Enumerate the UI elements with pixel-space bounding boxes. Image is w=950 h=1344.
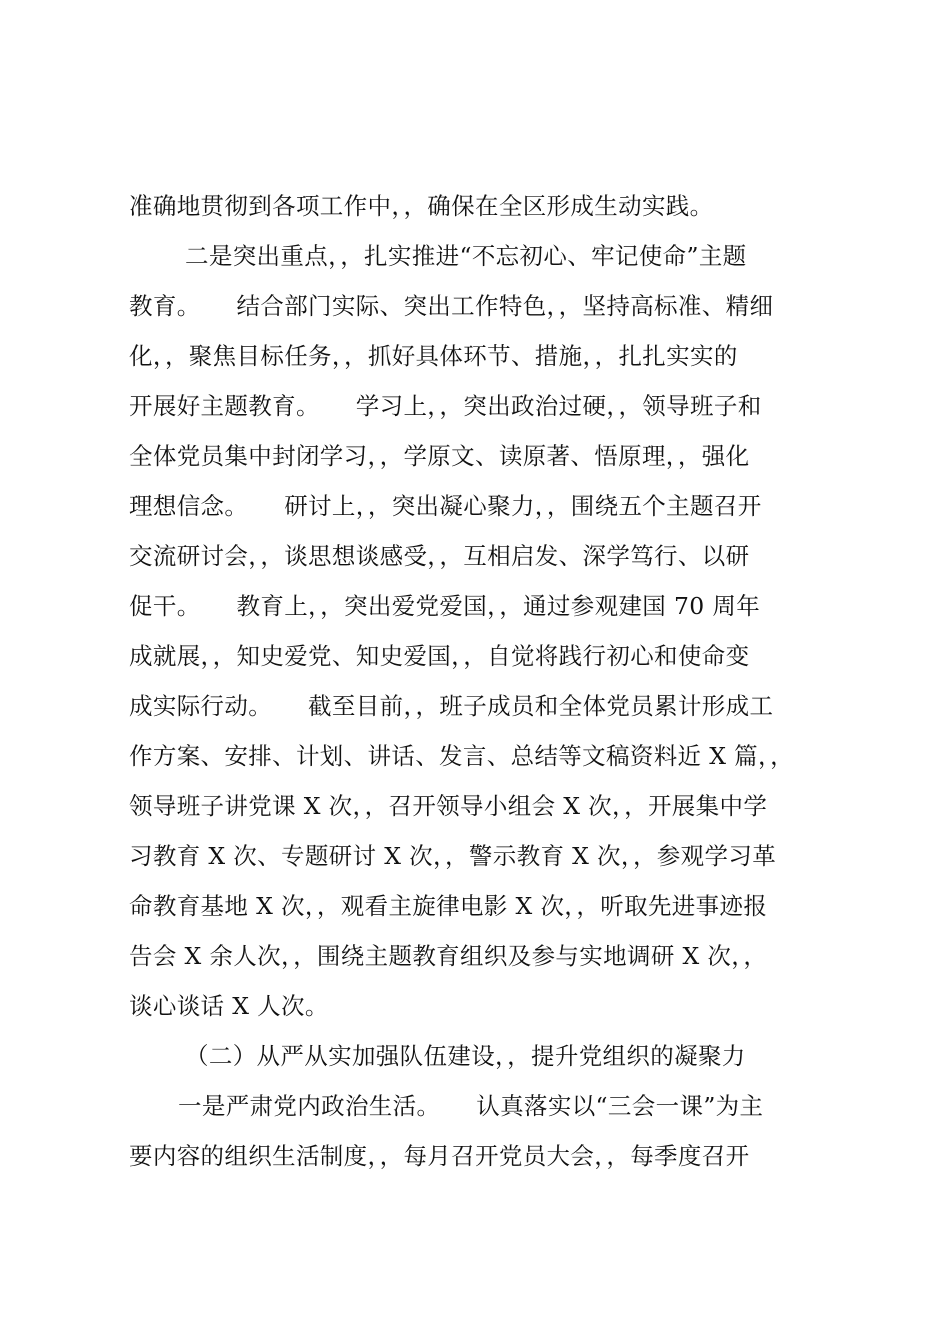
paragraph-first-line: 二是突出重点，，扎实推进“不忘初心、牢记使命”主题 bbox=[185, 242, 747, 270]
body-line: 谈心谈话 X 人次。 bbox=[129, 992, 329, 1020]
body-line: 告会 X 余人次，，围绕主题教育组织及参与实地调研 X 次，， bbox=[129, 942, 768, 970]
body-line: 成就展，，知史爱党、知史爱国，，自觉将践行初心和使命变 bbox=[129, 642, 750, 670]
body-line: 全体党员集中封闭学习，，学原文、读原著、悟原理，，强化 bbox=[129, 442, 750, 470]
body-line: 交流研讨会，，谈思想谈感受，，互相启发、深学笃行、以研 bbox=[129, 542, 750, 570]
body-line: 教育。 结合部门实际、突出工作特色，，坚持高标准、精细 bbox=[129, 292, 774, 320]
body-line: 理想信念。 研讨上，，突出凝心聚力，，围绕五个主题召开 bbox=[129, 492, 762, 520]
body-line: 领导班子讲党课 X 次，，召开领导小组会 X 次，，开展集中学 bbox=[129, 792, 768, 820]
body-line: 开展好主题教育。 学习上，，突出政治过硬，，领导班子和 bbox=[129, 392, 762, 420]
body-line: 要内容的组织生活制度，，每月召开党员大会，，每季度召开 bbox=[129, 1142, 750, 1170]
body-line: 促干。 教育上，，突出爱党爱国，，通过参观建国 70 周年 bbox=[129, 592, 761, 620]
body-line: 成实际行动。 截至目前，，班子成员和全体党员累计形成工 bbox=[129, 692, 774, 720]
paragraph-first-line: 一是严肃党内政治生活。 认真落实以“三会一课”为主 bbox=[178, 1092, 764, 1120]
body-line: 准确地贯彻到各项工作中，，确保在全区形成生动实践。 bbox=[129, 192, 714, 220]
body-line: 化，，聚焦目标任务，，抓好具体环节、措施，，扎扎实实的 bbox=[129, 342, 738, 370]
body-line: 命教育基地 X 次，，观看主旋律电影 X 次，，听取先进事迹报 bbox=[129, 892, 768, 920]
body-line: 习教育 X 次、专题研讨 X 次，，警示教育 X 次，，参观学习革 bbox=[129, 842, 777, 870]
body-line: 作方案、安排、计划、讲话、发言、总结等文稿资料近 X 篇，， bbox=[129, 742, 794, 770]
section-heading: （二）从严从实加强队伍建设，，提升党组织的凝聚力 bbox=[185, 1042, 746, 1070]
